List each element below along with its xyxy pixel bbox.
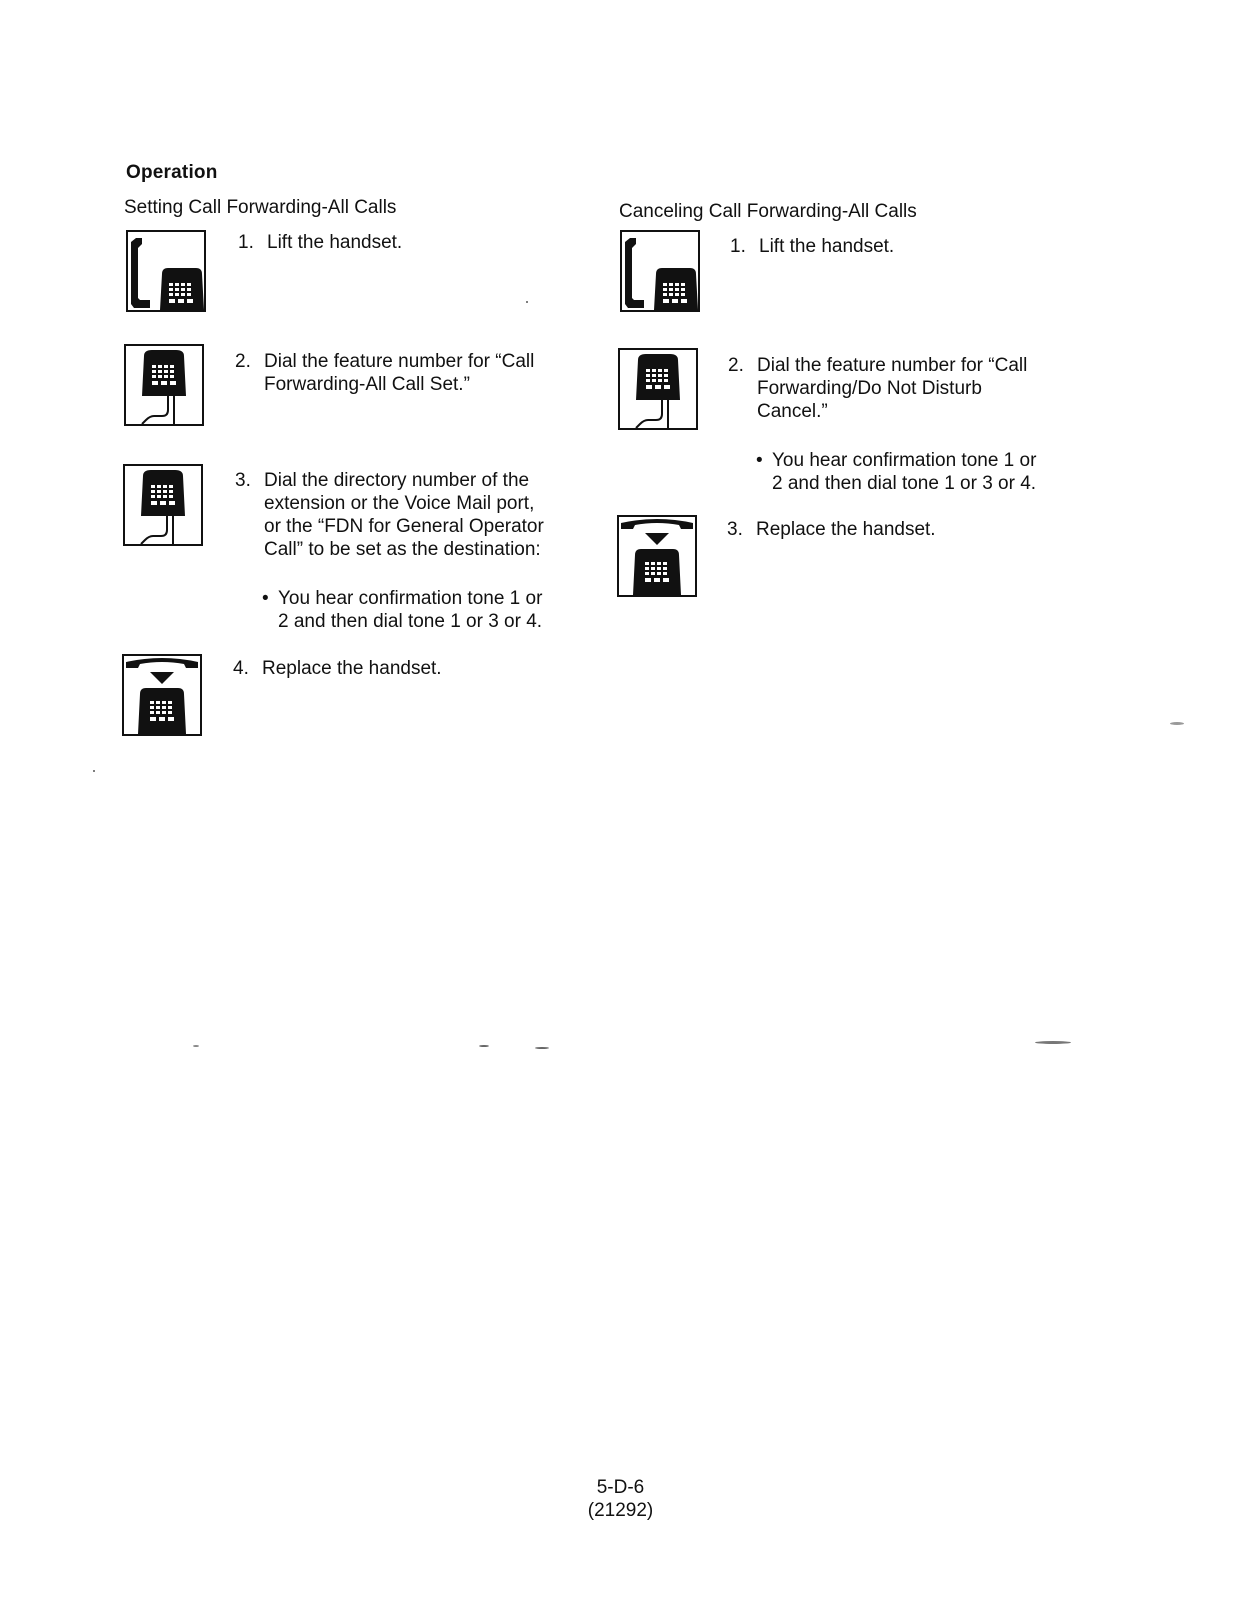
step-text: Dial the directory number of the extension or the Voice Mail port, or the “FDN for General Operator Call” to be set as the destination: xyxy=(264,470,544,560)
lift-handset-icon xyxy=(620,230,700,312)
scan-speck xyxy=(93,770,95,772)
step-number: 2. xyxy=(235,351,251,372)
dial-keypad-icon xyxy=(124,344,204,426)
canceling-step-1 xyxy=(730,235,1050,265)
canceling-step-2 xyxy=(728,354,1068,426)
step-text: Lift the handset. xyxy=(267,232,403,253)
bullet-mark: • xyxy=(756,450,763,471)
step-number: 1. xyxy=(238,232,254,253)
setting-step-3 xyxy=(235,469,575,565)
dial-keypad-icon xyxy=(618,348,698,430)
scan-speck xyxy=(526,301,528,303)
step-text: Lift the handset. xyxy=(759,236,895,257)
lift-handset-icon xyxy=(126,230,206,312)
step-text: Dial the feature number for “Call Forwarding-All Call Set.” xyxy=(264,351,535,395)
setting-subheading: Setting Call Forwarding-All Calls xyxy=(124,197,397,218)
scan-speck xyxy=(479,1045,489,1047)
step-text: Dial the feature number for “Call Forwarding/Do Not Disturb Cancel.” xyxy=(757,355,1028,422)
setting-step-1 xyxy=(238,231,558,261)
dial-keypad-icon xyxy=(123,464,203,546)
step-number: 1. xyxy=(730,236,746,257)
step-number: 4. xyxy=(233,658,249,679)
section-heading: Operation xyxy=(126,162,218,183)
canceling-subheading: Canceling Call Forwarding-All Calls xyxy=(619,201,917,222)
canceling-bullet xyxy=(756,449,1076,499)
replace-handset-icon xyxy=(122,654,202,736)
setting-step-4 xyxy=(233,657,533,687)
bullet-mark: • xyxy=(262,588,269,609)
step-text: Replace the handset. xyxy=(262,658,442,679)
scan-speck xyxy=(1170,722,1184,725)
scan-speck xyxy=(535,1047,549,1049)
setting-step-2 xyxy=(235,350,575,400)
step-number: 2. xyxy=(728,355,744,376)
setting-bullet xyxy=(262,587,582,637)
step-number: 3. xyxy=(727,519,743,540)
replace-handset-icon xyxy=(617,515,697,597)
bullet-text: You hear confirmation tone 1 or 2 and then dial tone 1 or 3 or 4. xyxy=(278,588,543,632)
page-number: 5-D-6 xyxy=(596,1477,645,1498)
document-code: (21292) xyxy=(587,1500,654,1521)
canceling-step-3 xyxy=(727,518,1027,548)
step-number: 3. xyxy=(235,470,251,491)
scan-speck xyxy=(193,1045,199,1047)
step-text: Replace the handset. xyxy=(756,519,936,540)
scan-speck xyxy=(1035,1041,1071,1044)
bullet-text: You hear confirmation tone 1 or 2 and then dial tone 1 or 3 or 4. xyxy=(772,450,1037,494)
